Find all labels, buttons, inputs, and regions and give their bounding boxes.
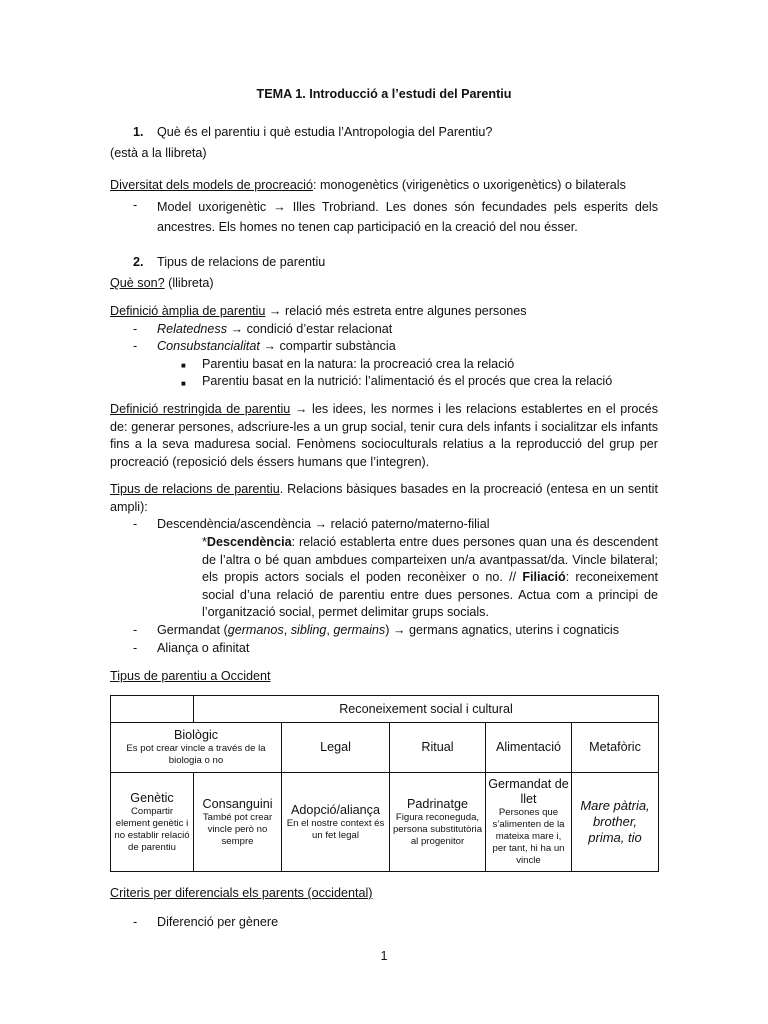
question-2-number: 2. [133, 255, 144, 269]
sub-list-item: Parentiu basat en la natura: la procreació crea la relació [202, 357, 515, 371]
square-bullet-icon: ■ [181, 361, 186, 370]
diversitat-heading: Diversitat dels models de procreació [110, 178, 313, 192]
ampla-heading: Definició àmplia de parentiu [110, 304, 266, 318]
kinship-table [110, 695, 659, 872]
table-cell-germandat-llet [486, 773, 572, 872]
que-son-label: Què son? [110, 276, 165, 290]
table-empty-cell [111, 696, 194, 723]
list-item [157, 338, 396, 356]
table-header-ritual: Ritual [390, 723, 486, 773]
cell-title: Consanguini [202, 796, 273, 811]
relatedness-term: Relatedness [157, 322, 228, 336]
question-2-text: Tipus de relacions de parentiu [157, 255, 326, 269]
consubstancialitat-text: → compartir substància [259, 339, 396, 353]
dash-marker: - [133, 322, 138, 336]
restringida-rest: → les idees, les normes i les relacions establertes en el procés de: generar persones, adscriure-les a un grup social, tenir cura dels infants i socialitzar els infants fins a la seva maduresa social. Fenòmens socioculturals relatius a la reproducció del grup per procreació (reposició dels éssers humans que l’integren). [110, 402, 658, 469]
question-1-number: 1. [133, 125, 144, 139]
tipus-heading: Tipus de relacions de parentiu [110, 482, 280, 496]
dash-marker: - [133, 915, 138, 929]
cell-title: Padrinatge [407, 796, 468, 811]
biologic-label: Biològic [173, 728, 219, 742]
filiacio-term: Filiació [522, 570, 566, 585]
table-header-biologic [111, 723, 282, 773]
dash-marker: - [133, 339, 138, 353]
cell-note: Compartir element genètic i no establir relació de parentiu [114, 805, 190, 853]
restringida-heading: Definició restringida de parentiu [110, 402, 291, 416]
uxorigenetic-item: Model uxorigenètic → Illes Trobriand. Les dones són fecundades pels esperits dels ancestres. Els homes no tenen cap participació en la creació del nou ésser. [157, 200, 658, 234]
cell-title: Adopció/aliança [291, 802, 380, 817]
page-number: 1 [380, 949, 388, 963]
table-header-alimentacio: Alimentació [486, 723, 572, 773]
table-cell-genetic [111, 773, 194, 872]
germandat-pre: Germandat ( [157, 623, 228, 637]
descendencia-text: : relació establerta entre dues persones quan una és descendent de l’altra o bé quan ambdues comparteixen un/a avantpassat/da. Vincle bilateral; els propis actors socials el poden reconèixer o no. // [202, 535, 658, 585]
dash-marker: - [133, 517, 138, 531]
que-son-line [110, 275, 214, 293]
table-header-legal: Legal [282, 723, 390, 773]
ampla-paragraph [110, 303, 527, 321]
square-bullet-icon: ■ [181, 379, 186, 388]
ampla-rest: → relació més estreta entre algunes persones [265, 304, 527, 318]
descendencia-term: Descendència [206, 535, 292, 549]
cell-title: Genètic [130, 790, 174, 805]
separator: , [283, 623, 291, 637]
table-header-metaforic: Metafòric [572, 723, 659, 773]
occident-heading: Tipus de parentiu a Occident [110, 669, 271, 683]
list-item [157, 321, 392, 339]
restringida-paragraph [110, 401, 658, 471]
diversitat-rest: : monogenètics (virigenètics o uxorigenètics) o bilaterals [313, 178, 626, 192]
page-title: TEMA 1. Introducció a l’estudi del Parentiu [256, 87, 512, 101]
table-top-header: Reconeixement social i cultural [194, 696, 659, 723]
filiacio-text: : reconeixement social d’una relació de parentiu entre dues persones. Actua com a principi de l’organització social, permet delimitar grups socials. [202, 570, 659, 620]
table-cell-consanguini [194, 773, 282, 872]
diversitat-paragraph [110, 177, 626, 195]
cell-note: També pot crear vincle però no sempre [202, 811, 273, 847]
cell-note: Figura reconeguda, persona substitutòria al progenitor [392, 811, 483, 847]
table-cell-metaforic [572, 773, 659, 872]
term-sibling: sibling [290, 623, 327, 637]
tipus-rest: . Relacions bàsiques basades en la procreació (entesa en un sentit ampli): [110, 482, 658, 514]
dash-marker: - [133, 641, 138, 655]
table-cell-padrinatge [390, 773, 486, 872]
cell-title: Germandat de llet [488, 777, 569, 806]
relatedness-text: → condició d’estar relacionat [227, 322, 393, 336]
question-1-note: (està a la llibreta) [110, 146, 207, 160]
term-germains: germains [333, 623, 386, 637]
sub-list-item: Parentiu basat en la nutrició: l’alimentació és el procés que crea la relació [202, 374, 613, 388]
term-germanos: germanos [227, 623, 284, 637]
biologic-note: Es pot crear vincle a través de la biologia o no [126, 743, 266, 766]
asterisk: * [202, 535, 207, 549]
cell-note: Persones que s’alimenten de la mateixa mare i, per tant, hi ha un vincle [492, 807, 565, 866]
cell-title: Mare pàtria, brother, prima, tio [580, 798, 650, 845]
list-item: Aliança o afinitat [157, 641, 250, 655]
cell-note: En el nostre context és un fet legal [286, 817, 385, 841]
list-item [157, 622, 619, 640]
list-item: Diferenció per gènere [157, 915, 279, 929]
separator: , [326, 623, 334, 637]
tipus-paragraph [110, 481, 658, 516]
dash-marker: - [133, 623, 138, 637]
table-cell-adopcio [282, 773, 390, 872]
list-item: Descendència/ascendència → relació paterno/materno-filial [157, 517, 490, 531]
que-son-note: (llibreta) [164, 276, 214, 290]
consubstancialitat-term: Consubstancialitat [157, 339, 260, 353]
descendencia-definition [202, 534, 658, 622]
criteris-heading: Criteris per diferencials els parents (occidental) [110, 886, 373, 900]
dash-marker: - [133, 198, 138, 212]
question-1-text: Què és el parentiu i què estudia l’Antropologia del Parentiu? [157, 125, 493, 139]
germandat-post: ) → germans agnatics, uterins i cognaticis [385, 623, 620, 637]
